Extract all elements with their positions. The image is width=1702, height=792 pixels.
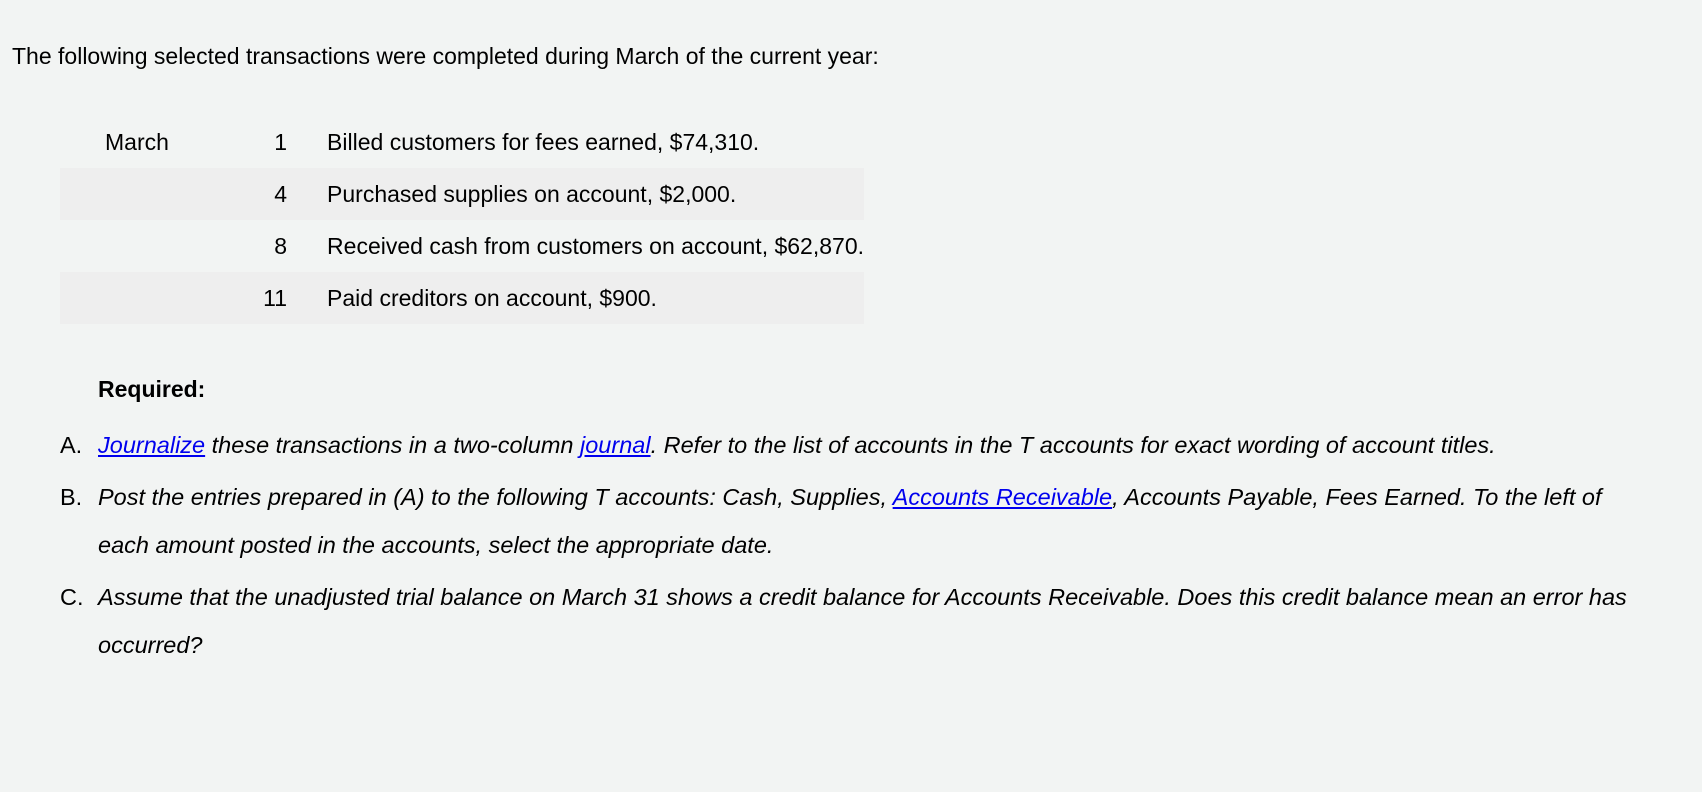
requirement-text xyxy=(98,484,1602,558)
transaction-day: 1 xyxy=(274,128,288,155)
transaction-month xyxy=(60,168,230,220)
requirement-c xyxy=(60,573,1640,669)
transaction-row xyxy=(60,168,864,220)
requirement-letter: C. xyxy=(60,584,84,610)
requirement-letter: B. xyxy=(60,484,83,510)
transaction-row xyxy=(60,116,864,168)
required-heading: Required: xyxy=(98,376,206,402)
requirements-list xyxy=(60,421,1640,673)
transaction-day: 11 xyxy=(230,272,287,324)
requirement-a-part2: . Refer to the list of accounts in the T accounts for exact wording of account titles. xyxy=(650,432,1496,458)
requirement-b-part2: , Accounts Payable, Fees Earned. To the left of each amount posted in the accounts, select the appropriate date. xyxy=(98,484,1602,558)
transaction-day: 4 xyxy=(230,168,287,220)
transaction-row xyxy=(60,272,864,324)
intro-text: The following selected transactions were completed during March of the current year: xyxy=(12,43,879,69)
transaction-description: Billed customers for fees earned, $74,310. xyxy=(327,128,760,155)
transaction-description: Paid creditors on account, $900. xyxy=(287,272,864,324)
transaction-row xyxy=(60,220,864,272)
requirement-b xyxy=(60,473,1640,569)
transactions-table xyxy=(60,116,864,324)
accounts-receivable-link[interactable]: Accounts Receivable xyxy=(892,484,1113,510)
transaction-description: Received cash from customers on account, $62,870. xyxy=(327,232,864,259)
requirement-text: Assume that the unadjusted trial balance on March 31 shows a credit balance for Accounts Receivable. Does this credit balance mean an error has occurred? xyxy=(98,584,1627,658)
transaction-month xyxy=(60,220,230,272)
transaction-month xyxy=(60,272,230,324)
requirement-b-part1: Post the entries prepared in (A) to the following T accounts: Cash, Supplies, xyxy=(98,484,893,510)
transaction-month: March xyxy=(105,128,169,155)
requirement-text xyxy=(98,432,1496,458)
requirement-a-part1: these transactions in a two-column xyxy=(205,432,581,458)
requirement-a xyxy=(60,421,1640,469)
transaction-day: 8 xyxy=(274,232,288,259)
journalize-link[interactable]: Journalize xyxy=(98,432,206,458)
transaction-description: Purchased supplies on account, $2,000. xyxy=(287,168,864,220)
requirement-letter: A. xyxy=(60,432,83,458)
journal-link[interactable]: journal xyxy=(580,432,651,458)
